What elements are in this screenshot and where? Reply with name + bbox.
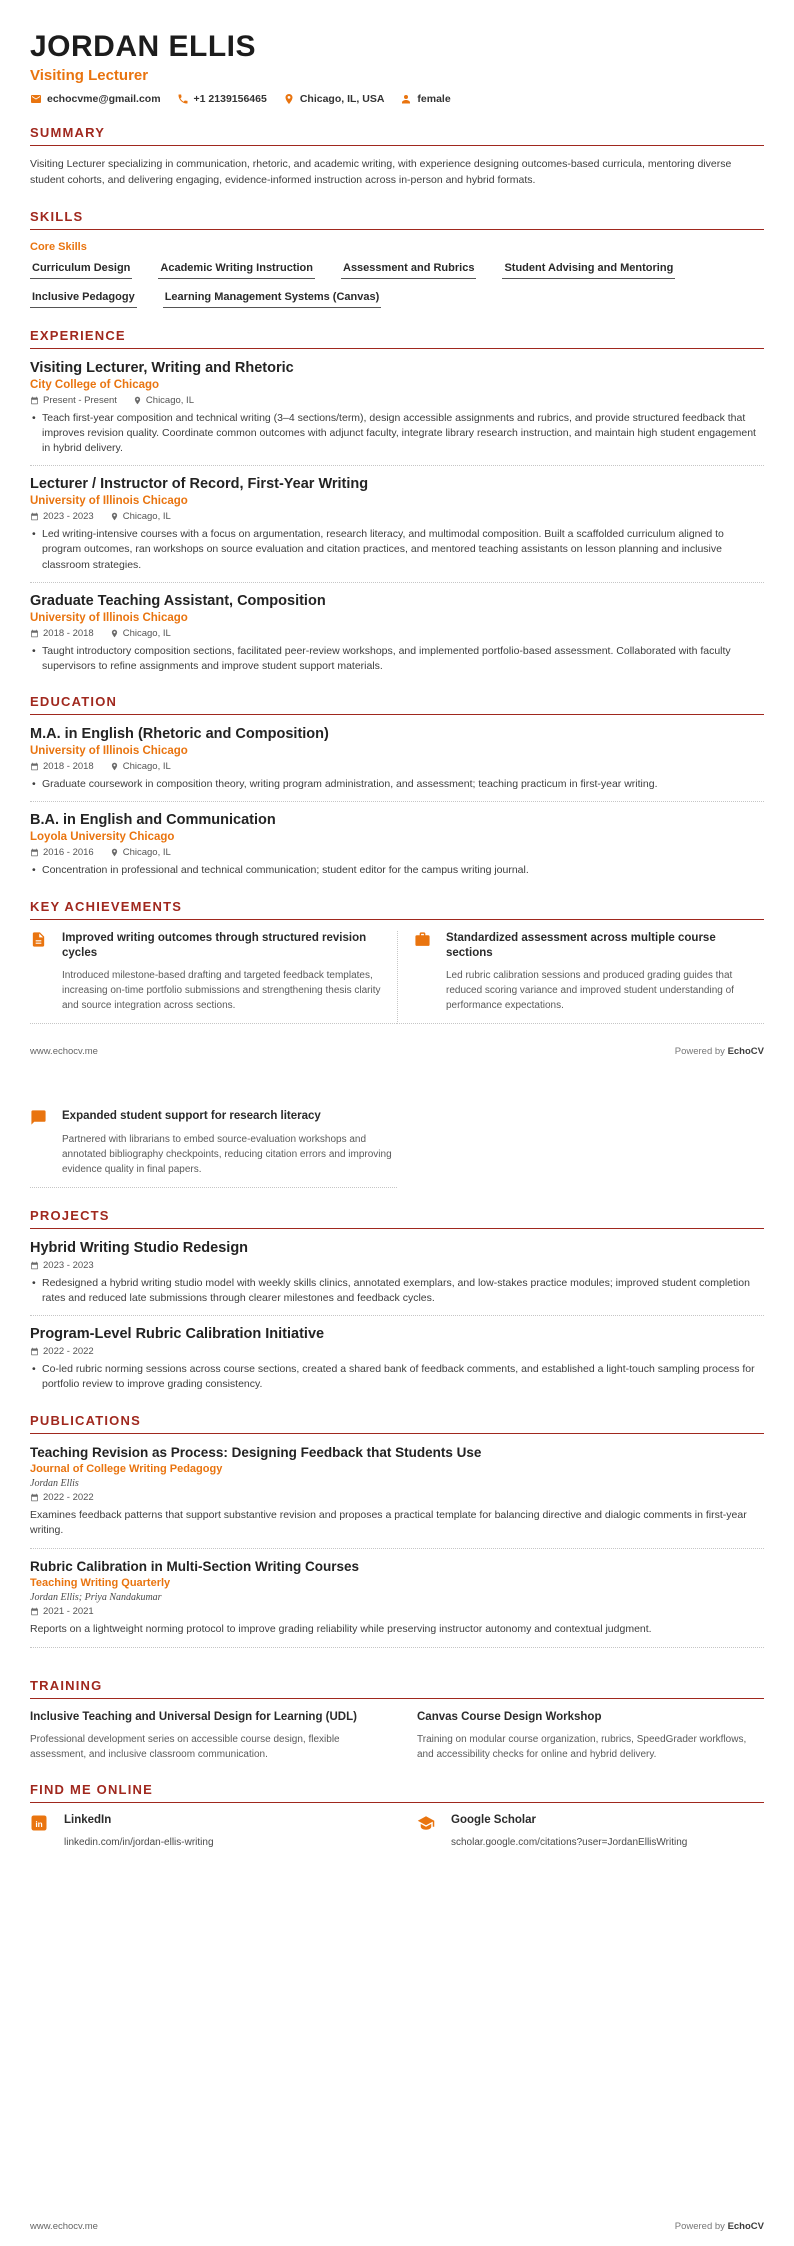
- training-title: Inclusive Teaching and Universal Design for Learning (UDL): [30, 1710, 357, 1723]
- calendar-icon: [30, 1607, 39, 1616]
- person-job-title: Visiting Lecturer: [30, 67, 149, 84]
- entry-meta: [30, 1606, 764, 1617]
- footer-brand: EchoCV: [727, 1045, 764, 1057]
- skill-item: Curriculum Design: [30, 262, 132, 279]
- publication-description: Examines feedback patterns that support substantive revision and proposes a practical template for balancing directive and dialogic comments in first-year writing.: [30, 1508, 747, 1537]
- divider: [30, 582, 764, 583]
- achievement-item: [30, 1109, 397, 1188]
- skills-list: [30, 262, 764, 308]
- skill-item: Inclusive Pedagogy: [30, 291, 137, 308]
- skills-heading: SKILLS: [30, 209, 764, 230]
- entry-location-text: Chicago, IL: [122, 847, 171, 859]
- education-item: [30, 812, 764, 878]
- person-icon: [400, 93, 412, 105]
- location-icon: [133, 396, 142, 405]
- job-title: Lecturer / Instructor of Record, First-Year Writing: [30, 476, 369, 493]
- footer-site-link[interactable]: www.echocv.me: [30, 2221, 98, 2232]
- footer-powered-prefix: Powered by: [674, 2221, 725, 2232]
- date-range-text: 2022 - 2022: [43, 1491, 94, 1503]
- location-icon: [110, 512, 119, 521]
- achievement-title: Standardized assessment across multiple course sections: [446, 931, 716, 960]
- date-range: [30, 761, 94, 772]
- calendar-icon: [30, 396, 39, 405]
- projects-heading: PROJECTS: [30, 1208, 764, 1229]
- job-title: Graduate Teaching Assistant, Composition: [30, 592, 326, 609]
- divider: [30, 1548, 764, 1549]
- achievement-title: Expanded student support for research literacy: [62, 1109, 321, 1122]
- footer-site-link[interactable]: www.echocv.me: [30, 1045, 98, 1057]
- entry-meta: [30, 628, 764, 639]
- google-scholar-icon: [417, 1814, 443, 1832]
- bullet-item: • Graduate coursework in composition theory, writing program administration, and assessment; teaching practicum in first-year writing.: [30, 777, 764, 792]
- page-footer: [30, 2211, 764, 2232]
- footer-powered[interactable]: [675, 2221, 764, 2232]
- find-me-online-heading: FIND ME ONLINE: [30, 1782, 764, 1803]
- publications-section: [30, 1413, 764, 1658]
- training-title: Canvas Course Design Workshop: [417, 1710, 602, 1723]
- calendar-icon: [30, 1493, 39, 1502]
- contact-gender-text: female: [417, 93, 451, 105]
- achievement-item: [30, 931, 397, 1024]
- publication-title: Teaching Revision as Process: Designing Feedback that Students Use: [30, 1444, 482, 1460]
- calendar-icon: [30, 1347, 39, 1356]
- date-range: [30, 1606, 94, 1617]
- publication-authors: Jordan Ellis: [30, 1477, 79, 1489]
- resume-header: [30, 30, 764, 105]
- training-item: [30, 1710, 377, 1763]
- footer-powered-prefix: Powered by: [674, 1045, 725, 1057]
- divider: [30, 1647, 764, 1648]
- email-icon: [30, 93, 42, 105]
- achievement-title: Improved writing outcomes through structured revision cycles: [62, 931, 367, 960]
- company-name: City College of Chicago: [30, 378, 160, 391]
- publication-item: [30, 1445, 764, 1550]
- bullet-list: [30, 777, 764, 792]
- experience-item: [30, 360, 764, 467]
- calendar-icon: [30, 629, 39, 638]
- bullet-list: [30, 527, 764, 573]
- entry-location-text: Chicago, IL: [122, 511, 171, 523]
- company-name: University of Illinois Chicago: [30, 495, 188, 508]
- location-icon: [110, 629, 119, 638]
- achievement-description: Partnered with librarians to embed source-evaluation workshops and annotated bibliography checkpoints, reducing citation errors and improving evidence quality in final papers.: [62, 1133, 392, 1175]
- entry-meta: [30, 395, 764, 406]
- entry-location: [110, 628, 171, 639]
- experience-heading: EXPERIENCE: [30, 328, 764, 349]
- document-edit-icon: [30, 931, 54, 962]
- contact-row: [30, 93, 764, 105]
- date-range-text: 2021 - 2021: [43, 1606, 94, 1618]
- publication-description: Reports on a lightweight norming protocol to improve grading reliability while preserving instructor autonomy and contextual judgment.: [30, 1623, 652, 1636]
- experience-section: [30, 328, 764, 675]
- skill-item: Assessment and Rubrics: [341, 262, 476, 279]
- entry-location: [110, 847, 171, 858]
- training-grid: [30, 1710, 764, 1763]
- achievement-item: [397, 931, 764, 1024]
- date-range: [30, 511, 94, 522]
- skill-item: Student Advising and Mentoring: [502, 262, 675, 279]
- project-item: [30, 1240, 764, 1316]
- education-section: [30, 694, 764, 878]
- entry-location: [133, 395, 194, 406]
- calendar-icon: [30, 512, 39, 521]
- bullet-item: • Co-led rubric norming sessions across course sections, created a shared bank of feedback comments, and established a light-touch sampling process for portfolio review to improve grading consistency.: [30, 1362, 764, 1392]
- date-range-text: 2022 - 2022: [43, 1346, 94, 1358]
- date-range: [30, 395, 117, 406]
- school-name: Loyola University Chicago: [30, 831, 175, 844]
- training-heading: TRAINING: [30, 1678, 764, 1699]
- divider: [30, 465, 764, 466]
- entry-location-text: Chicago, IL: [122, 627, 171, 639]
- online-profile-url[interactable]: linkedin.com/in/jordan-ellis-writing: [64, 1837, 214, 1849]
- entry-location: [110, 761, 171, 772]
- achievement-description: Introduced milestone-based drafting and targeted feedback templates, increasing on-time portfolio submissions and strengthening thesis clarity and source integration across sections.: [62, 969, 381, 1011]
- date-range-text: 2018 - 2018: [43, 761, 94, 773]
- contact-location: [283, 93, 385, 105]
- publication-journal: Teaching Writing Quarterly: [30, 1577, 171, 1590]
- bullet-list: [30, 411, 764, 457]
- project-item: [30, 1326, 764, 1392]
- publication-item: [30, 1559, 764, 1648]
- svg-text:in: in: [35, 1820, 43, 1830]
- publication-title: Rubric Calibration in Multi-Section Writing Courses: [30, 1559, 360, 1575]
- degree-title: B.A. in English and Communication: [30, 812, 276, 829]
- bullet-item: • Teach first-year composition and technical writing (3–4 sections/term), design accessible assignments and rubrics, and provide structured feedback that improves revision quality. Coordinate common outcomes with adjunct faculty, integrate library research instruction, and maintain high student engagement in hybrid delivery.: [30, 411, 764, 457]
- footer-brand: EchoCV: [727, 2221, 764, 2232]
- entry-meta: [30, 1492, 764, 1503]
- summary-section: [30, 125, 764, 189]
- date-range: [30, 847, 94, 858]
- bullet-item: • Taught introductory composition sections, facilitated peer-review workshops, and implemented portfolio-based assessment. Collaborated with faculty supervisors to refine assignments and improve student support materials.: [30, 644, 764, 674]
- project-title: Hybrid Writing Studio Redesign: [30, 1239, 249, 1256]
- location-icon: [110, 762, 119, 771]
- calendar-icon: [30, 848, 39, 857]
- degree-title: M.A. in English (Rhetoric and Composition): [30, 726, 329, 743]
- summary-heading: SUMMARY: [30, 125, 764, 146]
- projects-section: [30, 1208, 764, 1393]
- entry-location-text: Chicago, IL: [145, 394, 194, 406]
- page-footer: [30, 1046, 764, 1057]
- entry-meta: [30, 847, 764, 858]
- entry-location-text: Chicago, IL: [122, 761, 171, 773]
- bullet-item: • Concentration in professional and technical communication; student editor for the campus writing journal.: [30, 863, 764, 878]
- bullet-list: [30, 1362, 764, 1392]
- achievements-grid: [30, 931, 764, 1024]
- divider: [30, 801, 764, 802]
- education-heading: EDUCATION: [30, 694, 764, 715]
- contact-email[interactable]: [30, 93, 161, 105]
- location-icon: [283, 93, 295, 105]
- company-name: University of Illinois Chicago: [30, 611, 188, 624]
- experience-item: [30, 476, 764, 583]
- date-range-text: 2023 - 2023: [43, 511, 94, 523]
- person-name: JORDAN ELLIS: [30, 30, 257, 63]
- online-profile-google-scholar[interactable]: [417, 1814, 764, 1851]
- phone-icon: [177, 93, 189, 105]
- publication-journal: Journal of College Writing Pedagogy: [30, 1462, 223, 1475]
- bullet-list: [30, 1276, 764, 1306]
- job-title: Visiting Lecturer, Writing and Rhetoric: [30, 359, 294, 376]
- calendar-icon: [30, 1261, 39, 1270]
- contact-location-text: Chicago, IL, USA: [299, 93, 385, 105]
- briefcase-icon: [414, 931, 438, 962]
- speech-bubble-icon: [30, 1109, 54, 1126]
- linkedin-icon: [30, 1814, 56, 1832]
- location-icon: [110, 848, 119, 857]
- bullet-list: [30, 863, 764, 878]
- training-description: Training on modular course organization, rubrics, SpeedGrader workflows, and accessibility checks for online and hybrid delivery.: [417, 1734, 747, 1761]
- publication-authors: Jordan Ellis; Priya Nandakumar: [30, 1592, 162, 1604]
- skills-section: [30, 209, 764, 308]
- date-range: [30, 1260, 94, 1271]
- online-profile-name: LinkedIn: [64, 1814, 112, 1827]
- entry-location: [110, 511, 171, 522]
- entry-meta: [30, 1260, 764, 1271]
- experience-item: [30, 593, 764, 674]
- online-profile-linkedin[interactable]: [30, 1814, 377, 1851]
- date-range: [30, 628, 94, 639]
- bullet-item: • Led writing-intensive courses with a focus on argumentation, research literacy, and multimodal composition. Built a scaffolded curriculum aligned to program outcomes, ran workshops on source evaluation and citation practices, and mentored teaching assistants on lesson planning and inclusive classroom strategies.: [30, 527, 764, 573]
- entry-meta: [30, 1346, 764, 1357]
- training-item: [417, 1710, 764, 1763]
- bullet-item: • Redesigned a hybrid writing studio model with weekly skills clinics, annotated exemplars, and low-stakes practice modules; improved student completion rates and reduced late submissions through clearer milestones and feedback cycles.: [30, 1276, 764, 1306]
- school-name: University of Illinois Chicago: [30, 745, 188, 758]
- skill-item: Learning Management Systems (Canvas): [163, 291, 382, 308]
- contact-phone-text: +1 2139156465: [193, 93, 267, 105]
- training-description: Professional development series on accessible course design, flexible assessment, and inclusive classroom communication.: [30, 1734, 340, 1761]
- date-range: [30, 1346, 94, 1357]
- publications-heading: PUBLICATIONS: [30, 1413, 764, 1434]
- date-range: [30, 1492, 94, 1503]
- skill-item: Academic Writing Instruction: [158, 262, 315, 279]
- contact-gender: [400, 93, 450, 105]
- entry-meta: [30, 761, 764, 772]
- project-title: Program-Level Rubric Calibration Initiative: [30, 1326, 325, 1343]
- date-range-text: 2016 - 2016: [43, 847, 94, 859]
- achievements-section: [30, 899, 764, 1024]
- contact-email-text: echocvme@gmail.com: [47, 93, 161, 105]
- find-me-online-section: [30, 1782, 764, 1851]
- date-range-text: 2018 - 2018: [43, 627, 94, 639]
- calendar-icon: [30, 762, 39, 771]
- achievements-heading: KEY ACHIEVEMENTS: [30, 899, 764, 920]
- footer-powered[interactable]: [675, 1046, 764, 1057]
- entry-meta: [30, 511, 764, 522]
- online-grid: [30, 1814, 764, 1851]
- date-range-text: Present - Present: [43, 394, 117, 406]
- divider: [30, 1315, 764, 1316]
- education-item: [30, 726, 764, 802]
- contact-phone[interactable]: [177, 93, 267, 105]
- summary-text: Visiting Lecturer specializing in communication, rhetoric, and academic writing, with experience designing outcomes-based curricula, mentoring diverse student cohorts, and delivering engaging, evidence-informed instruction across in-person and hybrid formats.: [30, 158, 732, 186]
- date-range-text: 2023 - 2023: [43, 1259, 94, 1271]
- training-section: [30, 1678, 764, 1763]
- bullet-list: [30, 644, 764, 674]
- achievement-description: Led rubric calibration sessions and produced grading guides that reduced scoring variance and improved student understanding of performance expectations.: [446, 969, 734, 1011]
- skills-group-label: Core Skills: [30, 240, 87, 253]
- online-profile-name: Google Scholar: [451, 1814, 536, 1827]
- online-profile-url[interactable]: scholar.google.com/citations?user=JordanEllisWriting: [451, 1837, 688, 1849]
